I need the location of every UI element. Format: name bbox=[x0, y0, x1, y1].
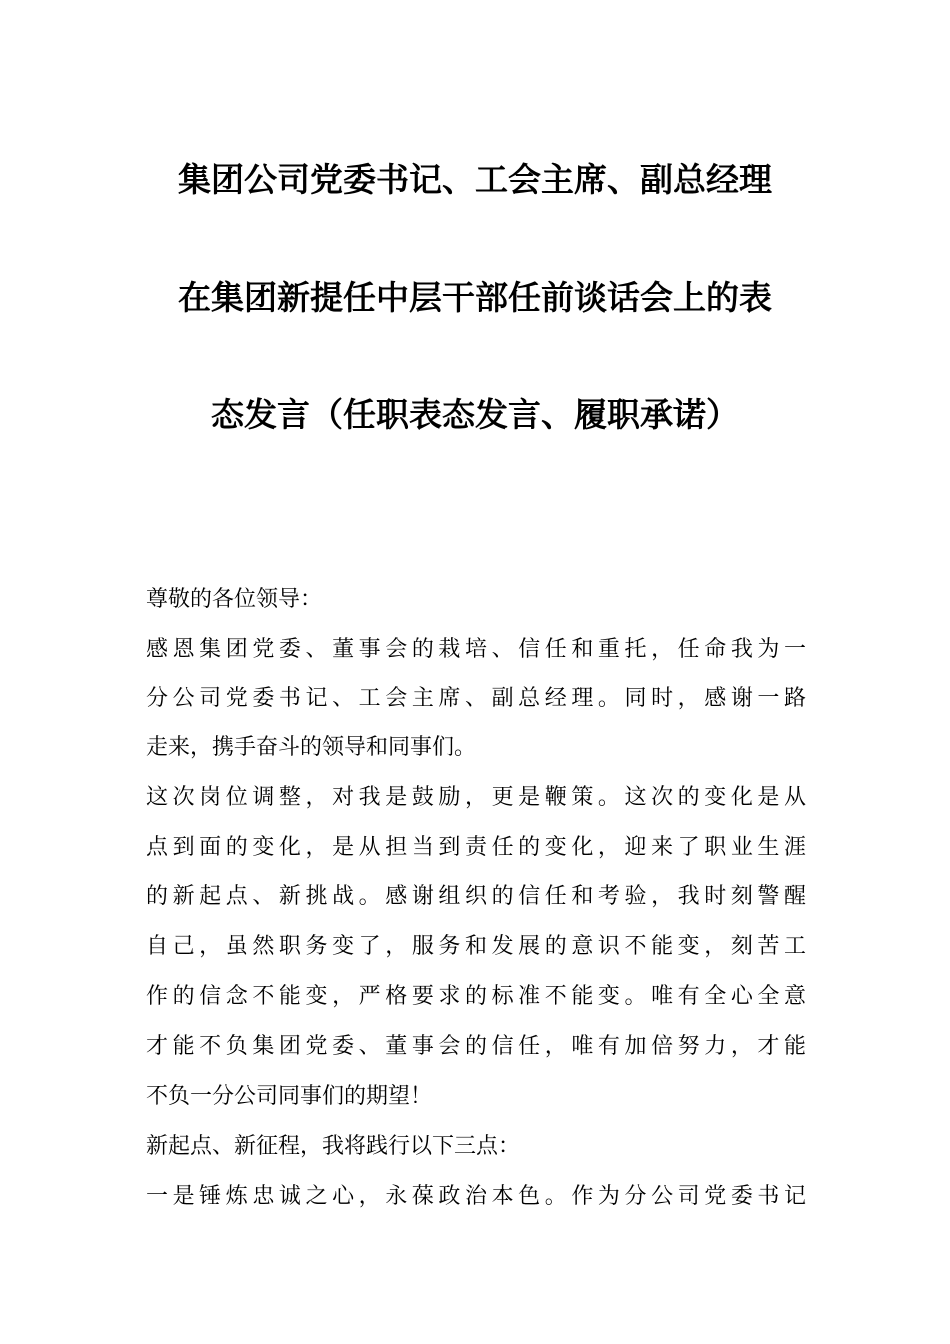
body-line: 的新起点、新挑战。感谢组织的信任和考验，我时刻警醒 bbox=[146, 884, 806, 909]
body-line: 新起点、新征程，我将践行以下三点： bbox=[146, 1134, 521, 1159]
title-line: 集团公司党委书记、工会主席、副总经理 bbox=[178, 160, 772, 199]
body-line: 作的信念不能变，严格要求的标准不能变。唯有全心全意 bbox=[146, 984, 806, 1009]
body-line: 才能不负集团党委、董事会的信任，唯有加倍努力，才能 bbox=[146, 1034, 806, 1059]
body-line: 走来，携手奋斗的领导和同事们。 bbox=[146, 735, 477, 760]
body-line: 一是锤炼忠诚之心，永葆政治本色。作为分公司党委书记 bbox=[146, 1184, 806, 1209]
body-line: 感恩集团党委、董事会的栽培、信任和重托，任命我为一 bbox=[146, 637, 806, 662]
title-line: 态发言（任职表态发言、履职承诺） bbox=[211, 395, 739, 434]
body-line: 点到面的变化，是从担当到责任的变化，迎来了职业生涯 bbox=[146, 835, 806, 860]
salutation: 尊敬的各位领导： bbox=[146, 587, 323, 612]
title-line: 在集团新提任中层干部任前谈话会上的表 bbox=[178, 278, 772, 317]
body-line: 分公司党委书记、工会主席、副总经理。同时，感谢一路 bbox=[146, 686, 806, 711]
body-line: 不负一分公司同事们的期望！ bbox=[146, 1084, 433, 1109]
body-line: 这次岗位调整，对我是鼓励，更是鞭策。这次的变化是从 bbox=[146, 785, 806, 810]
body-line: 自己，虽然职务变了，服务和发展的意识不能变，刻苦工 bbox=[146, 934, 806, 959]
